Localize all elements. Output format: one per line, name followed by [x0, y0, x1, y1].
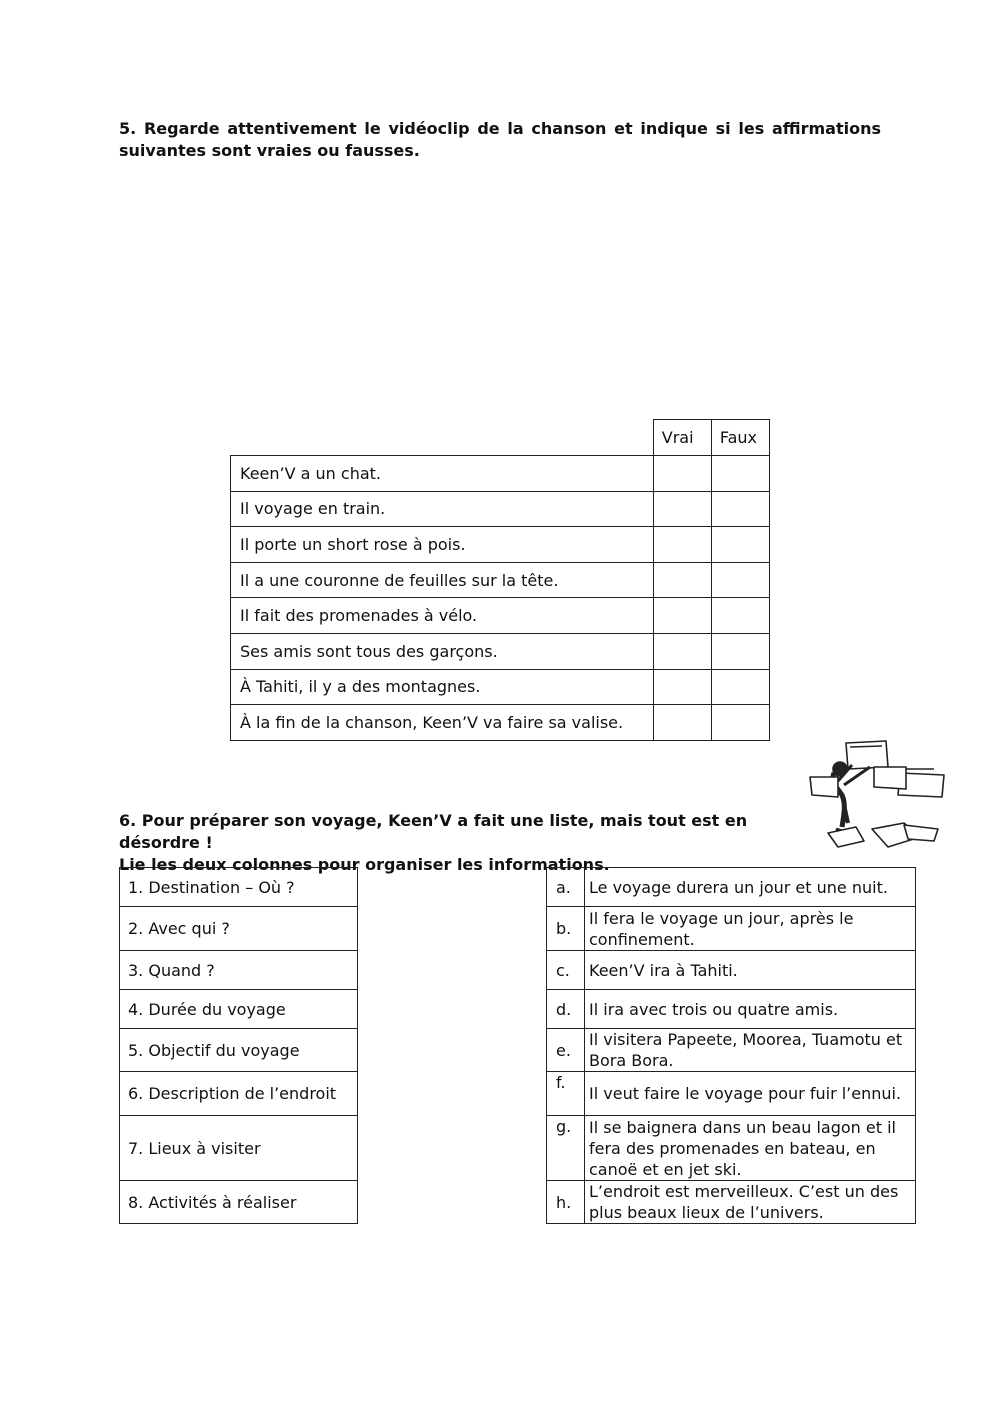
list-item	[547, 1072, 916, 1116]
vrai-checkbox[interactable]	[653, 633, 711, 669]
list-item	[120, 1181, 358, 1224]
table-row	[231, 705, 770, 741]
instruction-line-2: Lie les deux colonnes pour organiser les informations.	[119, 855, 610, 874]
faux-checkbox[interactable]	[711, 456, 769, 492]
vrai-checkbox[interactable]	[653, 669, 711, 705]
list-item	[547, 1181, 916, 1224]
table-row	[231, 633, 770, 669]
list-item	[120, 990, 358, 1029]
answer-letter: f.	[547, 1072, 585, 1116]
answer-letter: c.	[547, 951, 585, 990]
vrai-checkbox[interactable]	[653, 491, 711, 527]
category-item[interactable]: 6. Description de l’endroit	[120, 1072, 358, 1116]
vrai-checkbox[interactable]	[653, 562, 711, 598]
faux-checkbox[interactable]	[711, 598, 769, 634]
answer-letter: a.	[547, 868, 585, 907]
exercise-5-instruction	[119, 118, 881, 162]
list-item	[547, 1029, 916, 1072]
answer-text[interactable]: Il fera le voyage un jour, après le confinement.	[585, 907, 916, 951]
table-row	[231, 456, 770, 492]
vrai-checkbox[interactable]	[653, 527, 711, 563]
list-item	[547, 990, 916, 1029]
answer-letter: h.	[547, 1181, 585, 1224]
list-item	[547, 1116, 916, 1181]
statement: Il porte un short rose à pois.	[231, 527, 654, 563]
statement: À Tahiti, il y a des montagnes.	[231, 669, 654, 705]
header-faux: Faux	[711, 420, 769, 456]
answer-letter: b.	[547, 907, 585, 951]
answer-text[interactable]: Il visitera Papeete, Moorea, Tuamotu et Bora Bora.	[585, 1029, 916, 1072]
answer-text[interactable]: Il veut faire le voyage pour fuir l’ennui.	[585, 1072, 916, 1116]
list-item	[120, 1072, 358, 1116]
instruction-line-2: suivantes sont vraies ou fausses.	[119, 141, 420, 160]
vrai-checkbox[interactable]	[653, 456, 711, 492]
answer-text[interactable]: Il ira avec trois ou quatre amis.	[585, 990, 916, 1029]
statement: Il voyage en train.	[231, 491, 654, 527]
list-item	[120, 1029, 358, 1072]
answer-letter: d.	[547, 990, 585, 1029]
faux-checkbox[interactable]	[711, 527, 769, 563]
faux-checkbox[interactable]	[711, 705, 769, 741]
vrai-checkbox[interactable]	[653, 598, 711, 634]
answer-text[interactable]: L’endroit est merveilleux. C’est un des plus beaux lieux de l’univers.	[585, 1181, 916, 1224]
left-column-table	[119, 867, 358, 1224]
table-row	[231, 562, 770, 598]
answer-text[interactable]: Il se baignera dans un beau lagon et il fera des promenades en bateau, en canoë et en jet ski.	[585, 1116, 916, 1181]
vrai-checkbox[interactable]	[653, 705, 711, 741]
answer-letter: e.	[547, 1029, 585, 1072]
category-item[interactable]: 4. Durée du voyage	[120, 990, 358, 1029]
category-item[interactable]: 3. Quand ?	[120, 951, 358, 990]
statement: Il a une couronne de feuilles sur la tête.	[231, 562, 654, 598]
right-column-table	[546, 867, 916, 1224]
person-with-papers-clipart-icon	[808, 737, 948, 857]
answer-text[interactable]: Le voyage durera un jour et une nuit.	[585, 868, 916, 907]
category-item[interactable]: 5. Objectif du voyage	[120, 1029, 358, 1072]
answer-text[interactable]: Keen’V ira à Tahiti.	[585, 951, 916, 990]
instruction-line-1: 5. Regarde attentivement le vidéoclip de la chanson et indique si les affirmations	[119, 119, 881, 138]
list-item	[547, 907, 916, 951]
table-row	[231, 598, 770, 634]
statement: Ses amis sont tous des garçons.	[231, 633, 654, 669]
list-item	[120, 1116, 358, 1181]
table-row	[231, 669, 770, 705]
category-item[interactable]: 1. Destination – Où ?	[120, 868, 358, 907]
list-item	[547, 951, 916, 990]
list-item	[120, 951, 358, 990]
statement: À la fin de la chanson, Keen’V va faire sa valise.	[231, 705, 654, 741]
header-vrai: Vrai	[653, 420, 711, 456]
faux-checkbox[interactable]	[711, 633, 769, 669]
faux-checkbox[interactable]	[711, 491, 769, 527]
category-item[interactable]: 7. Lieux à visiter	[120, 1116, 358, 1181]
table-row	[231, 527, 770, 563]
faux-checkbox[interactable]	[711, 669, 769, 705]
table-row	[231, 491, 770, 527]
statement: Keen’V a un chat.	[231, 456, 654, 492]
header-blank-cell	[231, 420, 654, 456]
table-header-row	[231, 420, 770, 456]
answer-letter: g.	[547, 1116, 585, 1181]
statement: Il fait des promenades à vélo.	[231, 598, 654, 634]
list-item	[547, 868, 916, 907]
category-item[interactable]: 8. Activités à réaliser	[120, 1181, 358, 1224]
category-item[interactable]: 2. Avec qui ?	[120, 907, 358, 951]
list-item	[120, 868, 358, 907]
true-false-table	[230, 419, 770, 741]
list-item	[120, 907, 358, 951]
instruction-line-1: 6. Pour préparer son voyage, Keen’V a fait une liste, mais tout est en désordre !	[119, 811, 748, 852]
faux-checkbox[interactable]	[711, 562, 769, 598]
